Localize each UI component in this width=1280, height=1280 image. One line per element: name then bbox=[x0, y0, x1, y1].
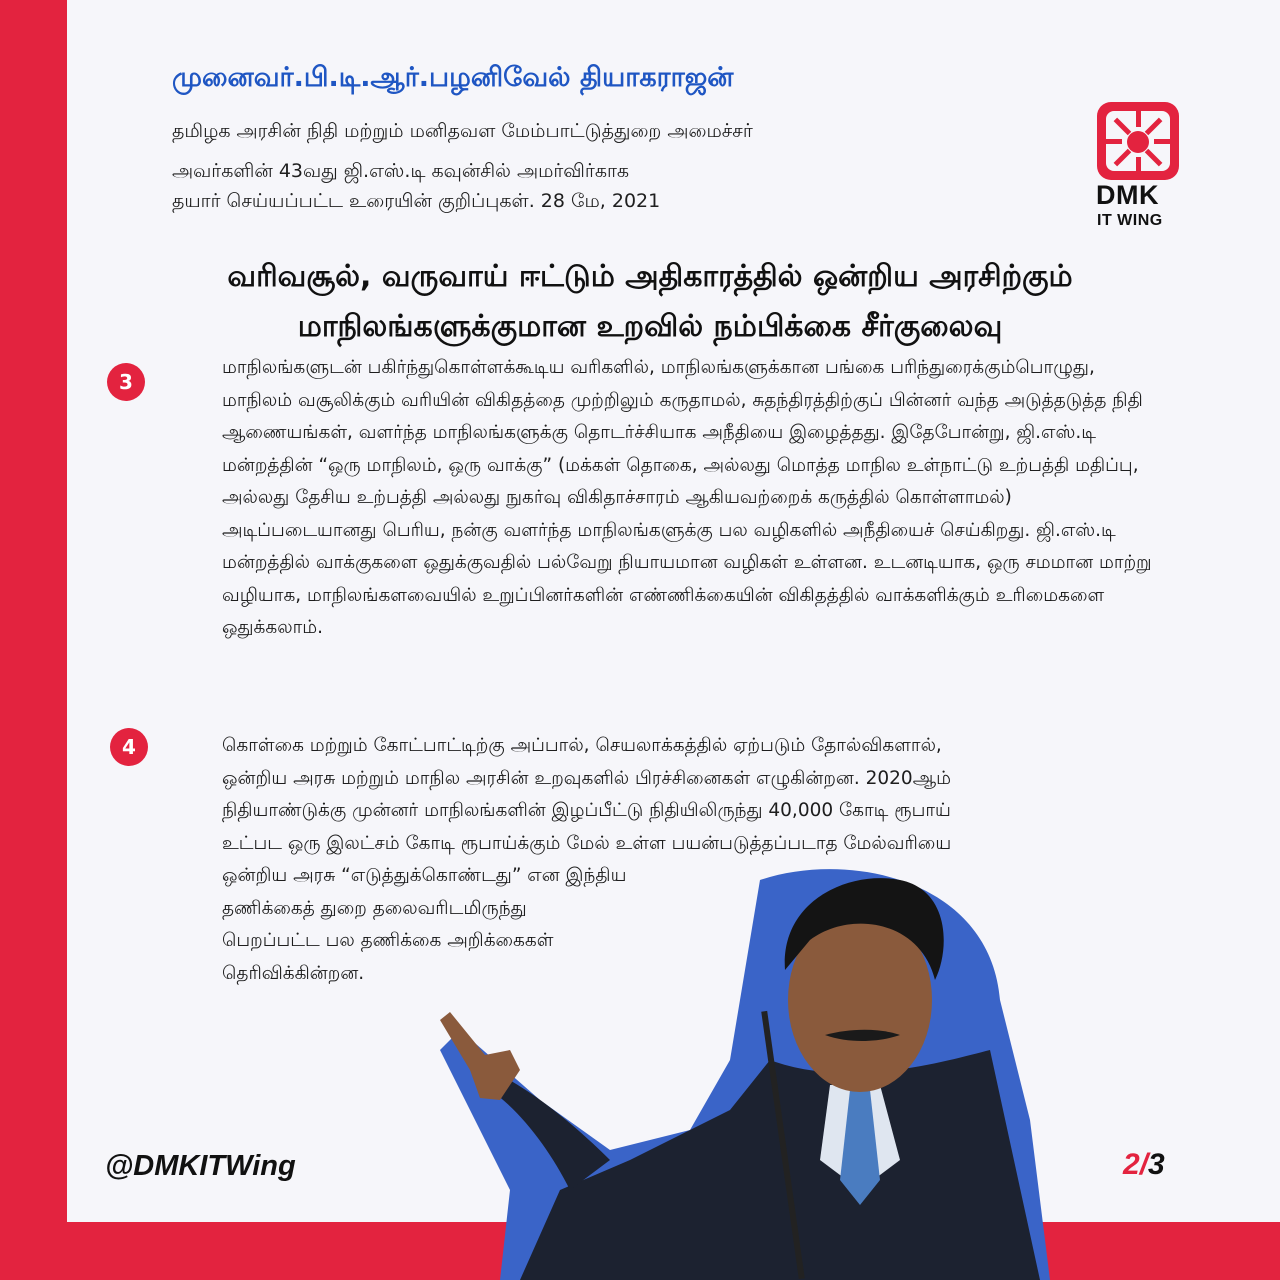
page-current: 2 bbox=[1123, 1148, 1140, 1181]
section-heading bbox=[130, 252, 1170, 352]
point-4-badge: 4 bbox=[110, 728, 148, 766]
header-line-3: தயார் செய்யப்பட்ட உரையின் குறிப்புகள். 28 மே, 2021 bbox=[172, 190, 661, 212]
point-4-line: தெரிவிக்கின்றன. bbox=[222, 962, 365, 984]
point-3-badge: 3 bbox=[107, 363, 145, 401]
twitter-handle: @DMKITWing bbox=[105, 1150, 296, 1182]
page-indicator bbox=[1123, 1148, 1165, 1182]
point-4-line: நிதியாண்டுக்கு முன்னர் மாநிலங்களின் இழப்பீட்டு நிதியிலிருந்து 40,000 கோடி ரூபாய் bbox=[222, 800, 951, 821]
header-line-2: அவர்களின் 43வது ஜி.எஸ்.டி கவுன்சில் அமர்விர்காக bbox=[172, 160, 630, 182]
header-line-1: தமிழக அரசின் நிதி மற்றும் மனிதவள மேம்பாட்டுத்துறை அமைச்சர் bbox=[172, 120, 753, 142]
point-4-line: ஒன்றிய அரசு மற்றும் மாநில அரசின் உறவுகளில் பிரச்சினைகள் எழுகின்றன. 2020ஆம் bbox=[222, 767, 951, 789]
heading-line-2: மாநிலங்களுக்குமான உறவில் நம்பிக்கை சீர்குலைவு bbox=[297, 309, 1003, 344]
speaker-photo bbox=[430, 860, 1050, 1280]
page-total: 3 bbox=[1148, 1148, 1165, 1181]
heading-line-1: வரிவசூல், வருவாய் ஈட்டும் அதிகாரத்தில் ஒன்றிய அரசிற்கும் bbox=[227, 259, 1073, 294]
logo-subtitle: IT WING bbox=[1097, 212, 1163, 229]
point-4-line: உட்பட ஒரு இலட்சம் கோடி ரூபாய்க்கும் மேல் உள்ள பயன்படுத்தப்படாத மேல்வரியை bbox=[222, 832, 952, 854]
point-4-line: பெறப்பட்ட பல தணிக்கை அறிக்கைகள் bbox=[222, 930, 554, 951]
point-3-text: மாநிலங்களுடன் பகிர்ந்துகொள்ளக்கூடிய வரிகளில், மாநிலங்களுக்கான பங்கை பரிந்துரைக்கும்பொழுது, மாநிலம் வசூலிக்கும் வரியின் விகிதத்தை முற்றிலும் கருதாமல், சுதந்திரத்திற்குப் பின்னர் வந்த அடுத்தடுத்த நிதி ஆணையங்கள், வளர்ந்த மாநிலங்களுக்கு தொடர்ச்சியாக அநீதியை இழைத்தது. இதேபோன்று, ஜி.எஸ்.டி மன்றத்தின் “ஒரு மாநிலம், ஒரு வாக்கு” (மக்கள் தொகை, அல்லது மொத்த மாநில உள்நாட்டு உற்பத்தி மதிப்பு, அல்லது தேசிய உற்பத்தி அல்லது நுகர்வு விகிதாச்சாரம் ஆகியவற்றைக் கருத்தில் கொள்ளாமல்) அடிப்படையானது பெரிய, நன்கு வளர்ந்த மாநிலங்களுக்கு பல வழிகளில் அநீதியைச் செய்கிறது. ஜி.எஸ்.டி மன்றத்தில் வாக்குகளை ஒதுக்குவதில் பல்வேறு நியாயமான வழிகள் உள்ளன. உடனடியாக, ஒரு சமமான மாற்று வழியாக, மாநிலங்களவையில் உறுப்பினர்களின் எண்ணிக்கையின் விகிதத்தில் வாக்களிக்கும் உரிமைகளை ஒதுக்கலாம். bbox=[222, 357, 1152, 638]
author-name: முனைவர்.பி.டி.ஆர்.பழனிவேல் தியாகராஜன் bbox=[172, 62, 734, 93]
dmk-rising-sun-icon bbox=[1097, 102, 1179, 180]
logo-title: DMK bbox=[1096, 180, 1159, 210]
page-separator: / bbox=[1139, 1148, 1149, 1181]
point-4-line: கொள்கை மற்றும் கோட்பாட்டிற்கு அப்பால், செயலாக்கத்தில் ஏற்படும் தோல்விகளால், bbox=[222, 735, 942, 756]
point-4-line: தணிக்கைத் துறை தலைவரிடமிருந்து bbox=[222, 897, 527, 919]
point-4-line: ஒன்றிய அரசு “எடுத்துக்கொண்டது” என இந்திய bbox=[222, 865, 627, 886]
